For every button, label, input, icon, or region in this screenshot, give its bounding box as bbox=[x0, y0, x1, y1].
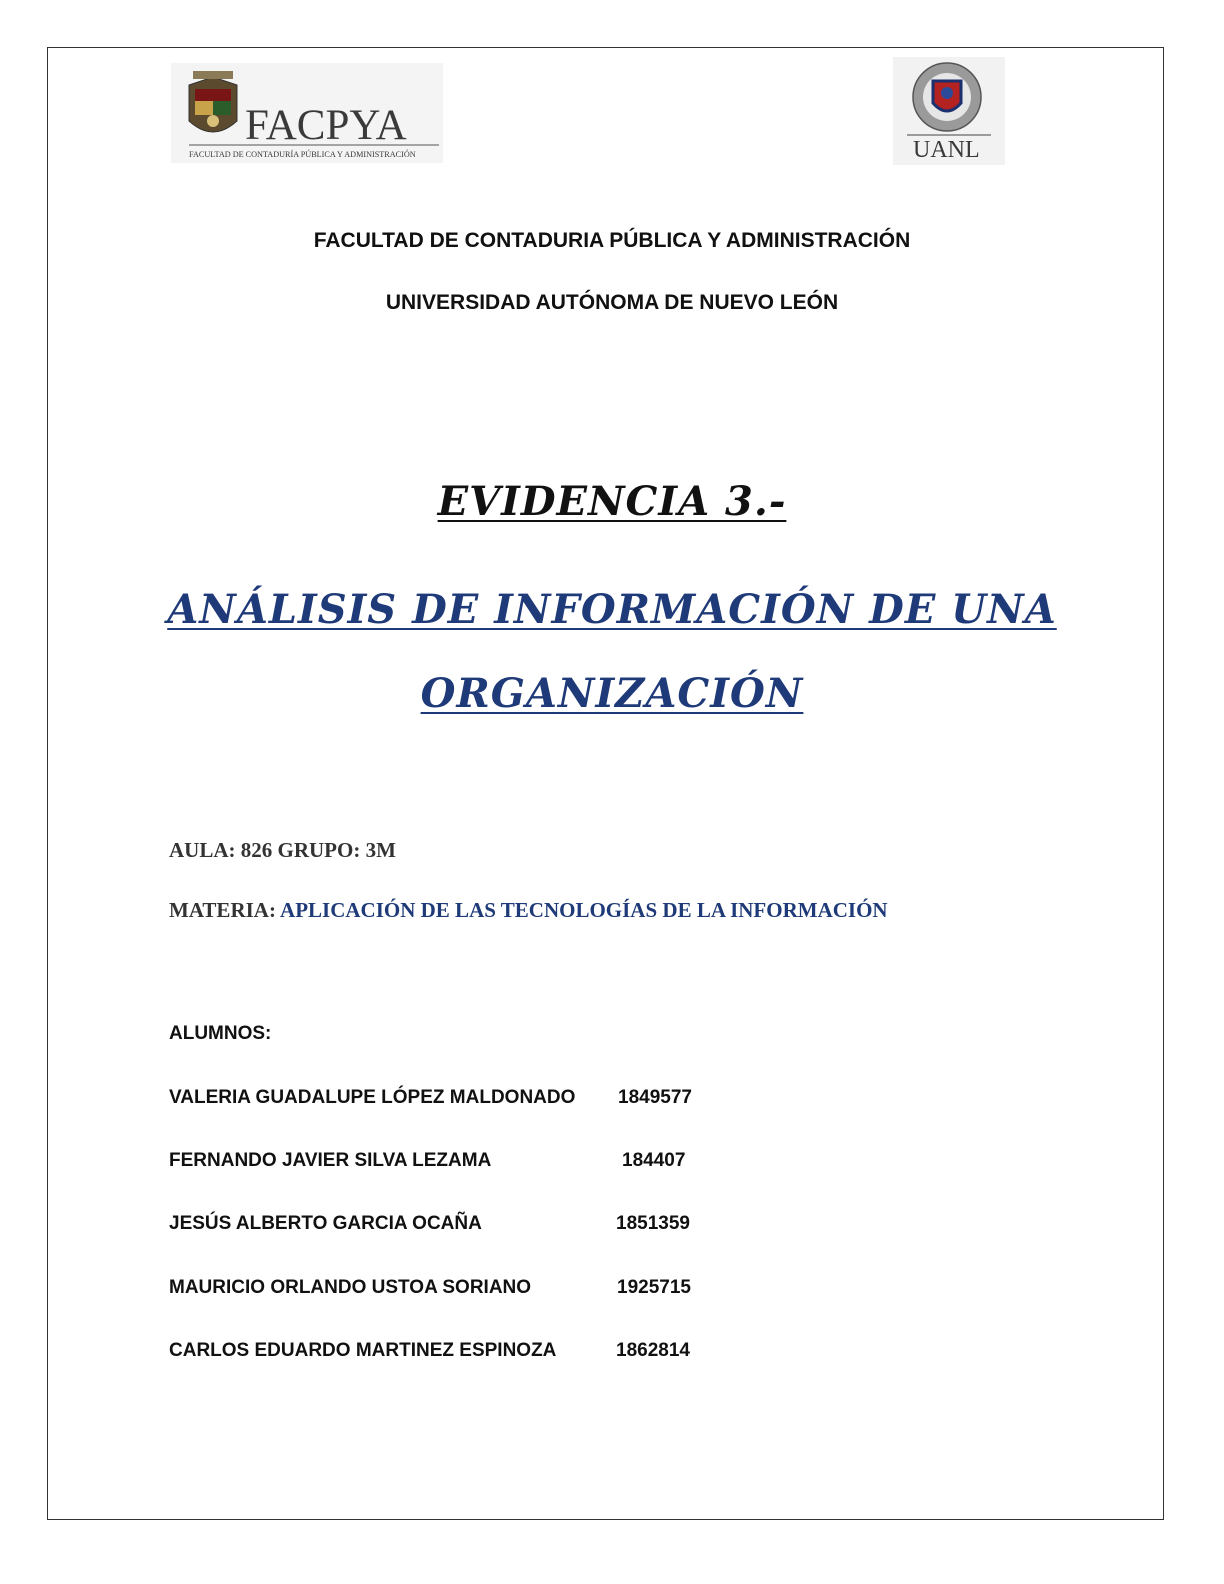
student-id: 1851359 bbox=[616, 1213, 690, 1234]
faculty-name: FACULTAD DE CONTADURIA PÚBLICA Y ADMINISTRACIÓN bbox=[313, 229, 911, 252]
uanl-logo bbox=[893, 57, 1005, 165]
student-id: 1862814 bbox=[616, 1340, 690, 1361]
students-heading: ALUMNOS: bbox=[169, 1023, 272, 1044]
aula-grupo: AULA: 826 GRUPO: 3M bbox=[169, 838, 396, 862]
facpya-logo bbox=[171, 63, 443, 163]
facpya-wordmark: FACPYA bbox=[245, 102, 407, 149]
student-name: FERNANDO JAVIER SILVA LEZAMA bbox=[169, 1150, 492, 1171]
student-name: CARLOS EDUARDO MARTINEZ ESPINOZA bbox=[169, 1340, 557, 1361]
materia-line bbox=[169, 898, 888, 923]
materia-label: MATERIA: bbox=[169, 898, 276, 922]
materia-value: APLICACIÓN DE LAS TECNOLOGÍAS DE LA INFORMACIÓN bbox=[280, 898, 888, 922]
student-id: 1925715 bbox=[617, 1277, 691, 1298]
evidence-title: EVIDENCIA 3.- bbox=[437, 478, 787, 525]
uanl-wordmark: UANL bbox=[913, 137, 980, 163]
university-name: UNIVERSIDAD AUTÓNOMA DE NUEVO LEÓN bbox=[385, 291, 839, 314]
facpya-caption: FACULTAD DE CONTADURÍA PÚBLICA Y ADMINISTRACIÓN bbox=[189, 150, 416, 159]
subtitle-line-1: ANÁLISIS DE INFORMACIÓN DE UNA bbox=[167, 586, 1057, 633]
student-name: MAURICIO ORLANDO USTOA SORIANO bbox=[169, 1277, 532, 1298]
student-name: VALERIA GUADALUPE LÓPEZ MALDONADO bbox=[169, 1087, 576, 1108]
student-name: JESÚS ALBERTO GARCIA OCAÑA bbox=[169, 1213, 482, 1234]
student-id: 184407 bbox=[622, 1150, 686, 1171]
student-id: 1849577 bbox=[618, 1087, 692, 1108]
subtitle-line-2: ORGANIZACIÓN bbox=[420, 670, 804, 717]
page-border bbox=[47, 47, 1164, 1520]
